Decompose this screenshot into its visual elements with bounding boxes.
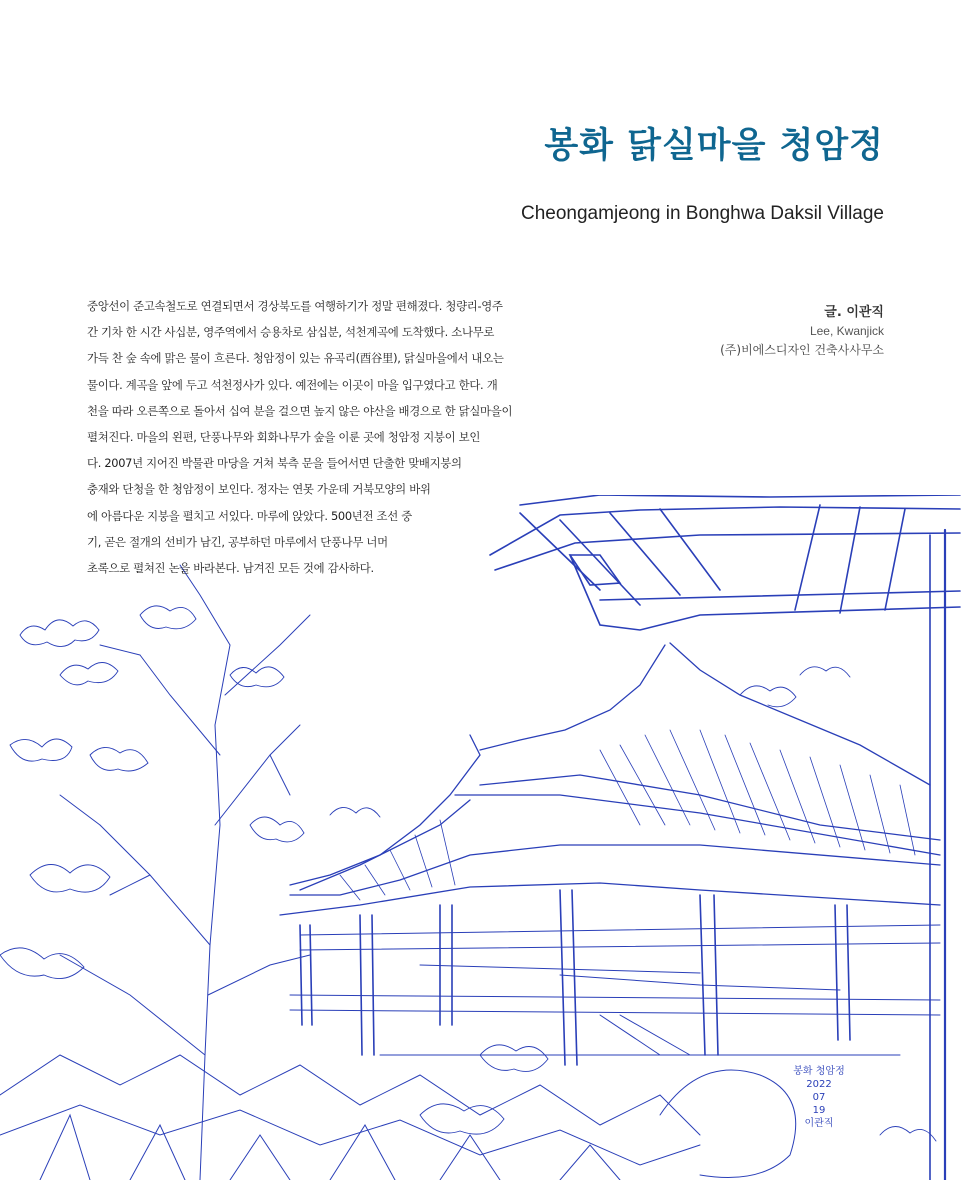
essay-line: 중앙선이 준고속철도로 연결되면서 경상북도를 여행하기가 정말 편해졌다. 청량리-영주 (87, 299, 503, 313)
pavilion-roof (280, 643, 940, 915)
essay-line: 에 아름다운 지붕을 펼치고 서있다. 마루에 앉았다. 500년전 조선 중 (87, 508, 412, 523)
sketch-signature (784, 1065, 854, 1130)
foliage (0, 606, 936, 1141)
pavilion-columns (300, 890, 850, 1065)
pavilion-sketch-illustration (0, 495, 970, 1180)
signature-line: 이관직 (804, 1118, 834, 1129)
roof-hatching (340, 730, 915, 900)
author-name-ko: 글. 이관직 (824, 305, 884, 320)
essay-line: 다. 2007년 지어진 박물관 마당을 거쳐 북측 문을 들어서면 단출한 맞배지붕의 (87, 456, 462, 471)
essay-line: 간 기차 한 시간 사십분, 영주역에서 승용차로 삼십분, 석천계곡에 도착했다. 소나무로 (87, 325, 495, 340)
tree-left (60, 565, 310, 1180)
essay-line: 가득 찬 숲 속에 맑은 물이 흐른다. 청암정이 있는 유곡리(酉谷里), 닭실마을에서 내오는 (87, 351, 504, 366)
essay-body (87, 293, 577, 581)
essay-line: 물이다. 계곡을 앞에 두고 석천정사가 있다. 예전에는 이곳이 마을 입구였다고 한다. 개 (87, 377, 498, 392)
pavilion-beams (290, 925, 940, 1055)
essay-line: 충재와 단청을 한 청암정이 보인다. 정자는 연못 가운데 거북모양의 바위 (87, 482, 431, 497)
essay-line: 천을 따라 오른쪽으로 돌아서 십여 분을 걸으면 높지 않은 야산을 배경으로 한 닭실마을이 (87, 403, 513, 418)
shrubs-foreground (0, 1055, 796, 1180)
eave-foreground (490, 495, 960, 1180)
author-block (720, 303, 884, 360)
signature-line: 봉화 청암정 (793, 1066, 845, 1077)
page-subtitle: Cheongamjeong in Bonghwa Daksil Village (521, 203, 884, 224)
signature-line: 2022 (806, 1079, 832, 1090)
signature-line: 19 (812, 1105, 826, 1116)
signature-line: 07 (812, 1092, 826, 1103)
essay-line: 펼쳐진다. 마을의 왼편, 단풍나무와 회화나무가 숲을 이룬 곳에 청암정 지붕이 보인 (87, 429, 481, 444)
essay-line: 초록으로 펼쳐진 논을 바라본다. 남겨진 모든 것에 감사하다. (87, 560, 374, 575)
author-name-en: Lee, Kwanjick (809, 324, 884, 338)
essay-line: 기, 곧은 절개의 선비가 남긴, 공부하던 마루에서 단풍나무 너머 (87, 534, 388, 549)
author-firm: (주)비에스디자인 건축사사무소 (720, 343, 884, 357)
page-title: 봉화 닭실마을 청암정 (544, 126, 884, 166)
